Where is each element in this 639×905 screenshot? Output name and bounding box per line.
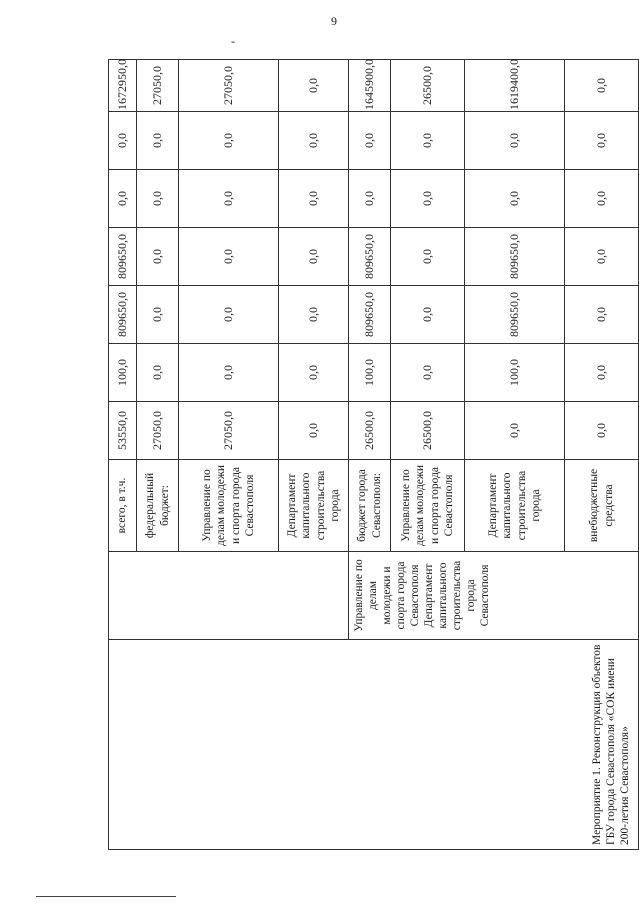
value-cell: 100,0 [349,344,391,402]
value-cell: 0,0 [391,170,465,228]
funding-table [108,59,639,850]
value-cell: 0,0 [279,170,349,228]
value-cell: 809650,0 [109,286,137,344]
value-cell: 0,0 [137,112,179,170]
value-cell: 27050,0 [137,60,179,112]
value-cell: 27050,0 [137,402,179,460]
executor-cell [349,552,639,640]
value-cell: 53550,0 [109,402,137,460]
executor-name: Департамент капитального строительства города Севастополя [423,560,492,631]
value-cell: 0,0 [391,286,465,344]
value-cell: 0,0 [565,170,639,228]
executor-name: Управление по делам молодежи и спорта города Севастополя [353,559,422,632]
value-cell: 0,0 [137,170,179,228]
value-cell: 26500,0 [391,402,465,460]
executor-cell [109,552,349,640]
value-cell: 1645900,0 [349,60,391,112]
value-cell: 1619400,0 [465,60,565,112]
value-cell: 0,0 [279,228,349,286]
value-cell: 0,0 [349,170,391,228]
value-cell: 0,0 [179,170,279,228]
value-cell: 809650,0 [465,286,565,344]
footer-rule [36,896,176,897]
value-cell: 809650,0 [109,228,137,286]
source-cell: бюджет города Севастополя: [349,460,391,552]
value-cell: 0,0 [179,286,279,344]
value-cell: 27050,0 [179,402,279,460]
value-cell: 0,0 [179,112,279,170]
value-cell: 0,0 [137,286,179,344]
value-cell: 0,0 [565,112,639,170]
value-cell: 0,0 [279,286,349,344]
source-cell: Департамент капитального строительства города [279,460,349,552]
value-cell: 0,0 [279,112,349,170]
source-cell: внебюджетные средства [565,460,639,552]
value-cell: 0,0 [565,228,639,286]
rotated-table-container [108,60,638,850]
source-cell: Управление по делам молодежи и спорта города Севастополя [391,460,465,552]
header-mark: - [231,34,235,48]
value-cell: 809650,0 [349,228,391,286]
page-number: 9 [331,14,337,28]
value-cell: 0,0 [565,60,639,112]
value-cell: 0,0 [109,170,137,228]
value-cell: 0,0 [391,228,465,286]
value-cell: 0,0 [279,402,349,460]
value-cell: 26500,0 [349,402,391,460]
source-cell: Управление по делам молодежи и спорта города Севастополя [179,460,279,552]
value-cell: 26500,0 [391,60,465,112]
value-cell: 1672950,0 [109,60,137,112]
source-cell: Департамент капитального строительства города [465,460,565,552]
measure-cell: Мероприятие 1. Реконструкция объектов ГБУ города Севастополя «СОК имени 200-летия Севастополя» [109,640,639,850]
value-cell: 100,0 [465,344,565,402]
value-cell: 100,0 [109,344,137,402]
value-cell: 27050,0 [179,60,279,112]
value-cell: 0,0 [465,402,565,460]
value-cell: 0,0 [137,344,179,402]
value-cell: 0,0 [349,112,391,170]
source-cell: всего, в т.ч. [109,460,137,552]
value-cell: 0,0 [109,112,137,170]
value-cell: 0,0 [137,228,179,286]
value-cell: 0,0 [391,344,465,402]
value-cell: 0,0 [279,60,349,112]
value-cell: 0,0 [391,112,465,170]
value-cell: 0,0 [465,170,565,228]
value-cell: 0,0 [565,402,639,460]
table-row [109,60,137,850]
value-cell: 809650,0 [349,286,391,344]
value-cell: 0,0 [179,228,279,286]
value-cell: 0,0 [279,344,349,402]
value-cell: 809650,0 [465,228,565,286]
value-cell: 0,0 [465,112,565,170]
source-cell: федеральный бюджет: [137,460,179,552]
value-cell: 0,0 [565,286,639,344]
value-cell: 0,0 [565,344,639,402]
value-cell: 0,0 [179,344,279,402]
